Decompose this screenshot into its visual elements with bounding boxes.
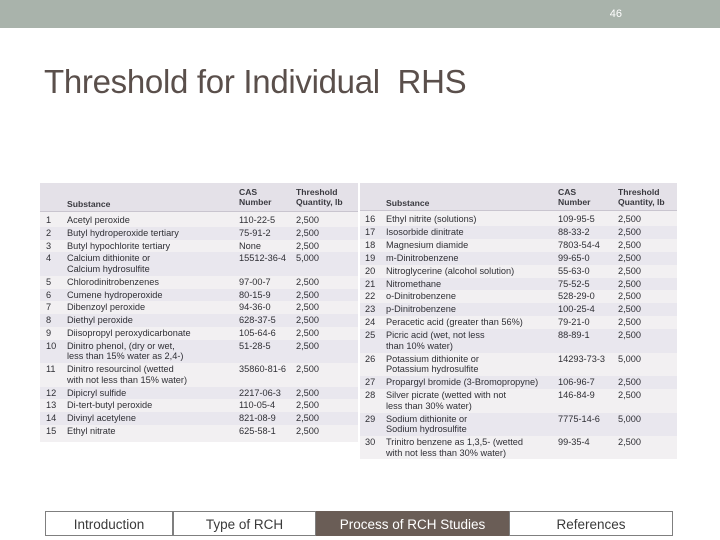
table-row xyxy=(360,376,677,389)
table-row xyxy=(40,301,358,314)
cas-number: 88-89-1 xyxy=(558,330,590,341)
header-threshold-quantity-line-1: Quantity, lb xyxy=(296,197,343,207)
cas-number: 100-25-4 xyxy=(558,304,595,315)
threshold-quantity: 2,500 xyxy=(618,278,641,289)
row-number: 6 xyxy=(46,289,52,300)
threshold-quantity: 2,500 xyxy=(618,317,641,328)
substance-name: Diethyl peroxide xyxy=(67,315,133,326)
table-row xyxy=(360,389,677,413)
row-number: 3 xyxy=(46,240,52,251)
row-number: 16 xyxy=(365,214,376,224)
row-number: 17 xyxy=(365,226,376,237)
threshold-quantity: 2,500 xyxy=(296,340,319,351)
cas-number: None xyxy=(239,240,261,251)
table-row xyxy=(40,340,358,363)
substance-name: Picric acid (wet, not less xyxy=(386,330,485,341)
substance-name: Calcium hydrosulfite xyxy=(67,263,150,274)
table-row xyxy=(360,353,677,377)
threshold-quantity: 2,500 xyxy=(296,240,319,251)
substance-name: Cumene hydroperoxide xyxy=(67,289,163,300)
cas-number: 80-15-9 xyxy=(239,289,271,300)
substance-name: less than 30% water) xyxy=(386,400,472,411)
substance-name: Potassium dithionite or xyxy=(386,353,479,364)
cas-number: 821-08-9 xyxy=(239,413,276,424)
threshold-quantity: 2,500 xyxy=(618,214,641,224)
table-row xyxy=(40,425,358,438)
table-row xyxy=(40,240,358,253)
threshold-quantity: 2,500 xyxy=(618,390,641,400)
threshold-quantity: 2,500 xyxy=(618,437,641,447)
row-number: 4 xyxy=(46,253,52,264)
table-row xyxy=(40,314,358,327)
substance-name: Sodium dithionite or xyxy=(386,413,468,424)
substance-name: o-Dinitrobenzene xyxy=(386,291,456,302)
header-cas-number-line-0: CAS xyxy=(558,187,577,197)
slide-title: Threshold for Individual RHS xyxy=(44,63,467,100)
cas-number: 110-22-5 xyxy=(239,215,276,225)
threshold-quantity: 2,500 xyxy=(296,400,319,411)
substance-name: Butyl hypochlorite tertiary xyxy=(67,240,171,251)
substance-name: Dibenzoyl peroxide xyxy=(67,302,146,313)
substance-name: Propargyl bromide (3-Bromopropyne) xyxy=(386,377,539,388)
cas-number: 75-91-2 xyxy=(239,227,271,238)
table-row xyxy=(360,252,677,265)
substance-name: Nitromethane xyxy=(386,278,442,289)
substance-name: Nitroglycerine (alcohol solution) xyxy=(386,265,515,276)
table-row xyxy=(360,290,677,303)
cas-number: 35860-81-6 xyxy=(239,364,286,375)
row-number: 8 xyxy=(46,315,52,326)
row-number: 2 xyxy=(46,227,52,238)
cas-number: 94-36-0 xyxy=(239,302,271,313)
table-row xyxy=(360,436,677,460)
cas-number: 106-96-7 xyxy=(558,377,595,388)
table-row xyxy=(40,327,358,340)
row-number: 1 xyxy=(46,215,52,225)
row-number: 11 xyxy=(46,364,56,375)
table-row xyxy=(360,226,677,239)
threshold-quantity: 2,500 xyxy=(618,239,641,250)
threshold-quantity: 2,500 xyxy=(296,315,319,326)
header-cas-number-line-1: Number xyxy=(239,197,272,207)
substance-name: Dinitro resourcinol (wetted xyxy=(67,364,174,375)
cas-number: 625-58-1 xyxy=(239,426,276,436)
substance-name: Ethyl nitrate xyxy=(67,426,116,436)
substance-name: Butyl hydroperoxide tertiary xyxy=(67,227,179,238)
substance-name: Potassium hydrosulfite xyxy=(386,364,479,375)
substance-name: Magnesium diamide xyxy=(386,239,469,250)
table-row xyxy=(360,213,677,226)
substance-name: with not less than 30% water) xyxy=(386,447,507,458)
threshold-quantity: 2,500 xyxy=(618,226,641,237)
table-row xyxy=(360,316,677,329)
substance-name: Sodium hydrosulfite xyxy=(386,424,467,435)
cas-number: 105-64-6 xyxy=(239,328,276,338)
substance-name: Peracetic acid (greater than 56%) xyxy=(386,317,523,328)
cas-number: 97-00-7 xyxy=(239,276,271,287)
cas-number: 51-28-5 xyxy=(239,340,271,351)
table-row xyxy=(40,289,358,302)
threshold-quantity: 2,500 xyxy=(296,387,319,398)
substance-name: Trinitro benzene as 1,3,5- (wetted xyxy=(386,437,524,447)
threshold-quantity: 2,500 xyxy=(296,302,319,313)
table-row xyxy=(40,214,358,227)
threshold-quantity: 2,500 xyxy=(296,426,319,436)
table-row xyxy=(40,412,358,425)
threshold-quantity: 2,500 xyxy=(296,364,319,375)
substance-name: Ethyl nitrite (solutions) xyxy=(386,214,477,224)
cas-number: 88-33-2 xyxy=(558,226,590,237)
row-number: 10 xyxy=(46,340,57,351)
table-row xyxy=(360,278,677,291)
threshold-quantity: 2,500 xyxy=(618,291,641,302)
substance-name: with not less than 15% water) xyxy=(67,374,188,385)
threshold-table-right xyxy=(360,183,677,459)
substance-name: Chlorodinitrobenzenes xyxy=(67,276,159,287)
substance-name: p-Dinitrobenzene xyxy=(386,304,456,315)
nav-introduction-button[interactable]: Introduction xyxy=(45,511,173,536)
threshold-quantity: 2,500 xyxy=(618,304,641,315)
cas-number: 109-95-5 xyxy=(558,214,595,224)
substance-name: Di-tert-butyl peroxide xyxy=(67,400,153,411)
row-number: 19 xyxy=(365,252,376,263)
threshold-quantity: 2,500 xyxy=(618,377,641,388)
threshold-quantity: 5,000 xyxy=(618,353,641,364)
row-number: 24 xyxy=(365,317,376,328)
row-number: 15 xyxy=(46,426,57,436)
table-row xyxy=(40,276,358,289)
cas-number: 79-21-0 xyxy=(558,317,590,328)
threshold-quantity: 2,500 xyxy=(296,215,319,225)
row-number: 22 xyxy=(365,291,376,302)
threshold-quantity: 2,500 xyxy=(296,289,319,300)
cas-number: 146-84-9 xyxy=(558,390,595,400)
threshold-quantity: 2,500 xyxy=(296,276,319,287)
top-bar xyxy=(0,0,720,28)
header-divider xyxy=(360,210,677,211)
threshold-quantity: 2,500 xyxy=(296,328,319,338)
substance-name: Dipicryl sulfide xyxy=(67,387,127,398)
threshold-quantity: 5,000 xyxy=(296,253,319,264)
table-row xyxy=(40,252,358,275)
row-number: 25 xyxy=(365,330,376,341)
cas-number: 110-05-4 xyxy=(239,400,276,411)
cas-number: 7775-14-6 xyxy=(558,413,600,424)
row-number: 13 xyxy=(46,400,57,411)
row-number: 30 xyxy=(365,437,376,447)
row-number: 9 xyxy=(46,328,52,338)
threshold-quantity: 2,500 xyxy=(618,252,641,263)
substance-name: than 10% water) xyxy=(386,340,453,351)
row-number: 7 xyxy=(46,302,52,313)
header-cas-number-line-0: CAS xyxy=(239,187,258,197)
table-row xyxy=(360,265,677,278)
row-number: 23 xyxy=(365,304,376,315)
threshold-quantity: 2,500 xyxy=(618,330,641,341)
row-number: 14 xyxy=(46,413,57,424)
cas-number: 7803-54-4 xyxy=(558,239,600,250)
substance-name: m-Dinitrobenzene xyxy=(386,252,459,263)
threshold-quantity: 2,500 xyxy=(618,265,641,276)
cas-number: 628-37-5 xyxy=(239,315,276,326)
row-number: 27 xyxy=(365,377,376,388)
substance-name: Divinyl acetylene xyxy=(67,413,136,424)
cas-number: 99-35-4 xyxy=(558,437,590,447)
nav-references-button[interactable]: References xyxy=(509,511,673,536)
cas-number: 99-65-0 xyxy=(558,252,590,263)
row-number: 26 xyxy=(365,353,376,364)
threshold-quantity: 2,500 xyxy=(296,413,319,424)
bottom-nav xyxy=(45,511,673,536)
row-number: 12 xyxy=(46,387,57,398)
cas-number: 15512-36-4 xyxy=(239,253,286,264)
row-number: 28 xyxy=(365,390,376,400)
substance-name: Isosorbide dinitrate xyxy=(386,226,464,237)
header-substance: Substance xyxy=(67,199,111,209)
cas-number: 528-29-0 xyxy=(558,291,595,302)
table-row xyxy=(40,227,358,240)
row-number: 5 xyxy=(46,276,52,287)
table-row xyxy=(360,239,677,252)
threshold-quantity: 2,500 xyxy=(296,227,319,238)
header-threshold-quantity-line-1: Quantity, lb xyxy=(618,197,665,207)
cas-number: 2217-06-3 xyxy=(239,387,281,398)
header-threshold-quantity-line-0: Threshold xyxy=(618,187,660,197)
row-number: 29 xyxy=(365,413,376,424)
substance-name: Diisopropyl peroxydicarbonate xyxy=(67,328,191,338)
slide-number: 46 xyxy=(609,8,622,20)
header-cas-number-line-1: Number xyxy=(558,197,591,207)
substance-name: Acetyl peroxide xyxy=(67,215,130,225)
table-row xyxy=(40,399,358,412)
header-divider xyxy=(40,211,358,212)
table-row xyxy=(40,387,358,400)
threshold-table-left xyxy=(40,183,358,442)
cas-number: 75-52-5 xyxy=(558,278,590,289)
header-threshold-quantity-line-0: Threshold xyxy=(296,187,338,197)
substance-name: Silver picrate (wetted with not xyxy=(386,390,506,400)
substance-name: Calcium dithionite or xyxy=(67,253,151,264)
header-substance: Substance xyxy=(386,198,430,208)
table-header xyxy=(360,183,677,210)
table-header xyxy=(40,183,358,211)
substance-name: Dinitro phenol, (dry or wet, xyxy=(67,340,175,351)
row-number: 21 xyxy=(365,278,376,289)
table-row xyxy=(40,363,358,386)
substance-name: less than 15% water as 2,4-) xyxy=(67,351,184,362)
threshold-quantity: 5,000 xyxy=(618,413,641,424)
table-row xyxy=(360,329,677,353)
nav-type-of-rch-button[interactable]: Type of RCH xyxy=(173,511,316,536)
table-row xyxy=(360,413,677,437)
cas-number: 55-63-0 xyxy=(558,265,590,276)
nav-process-of-rch-studies-button[interactable]: Process of RCH Studies xyxy=(316,511,509,536)
cas-number: 14293-73-3 xyxy=(558,353,605,364)
row-number: 18 xyxy=(365,239,376,250)
row-number: 20 xyxy=(365,265,376,276)
table-row xyxy=(360,303,677,316)
